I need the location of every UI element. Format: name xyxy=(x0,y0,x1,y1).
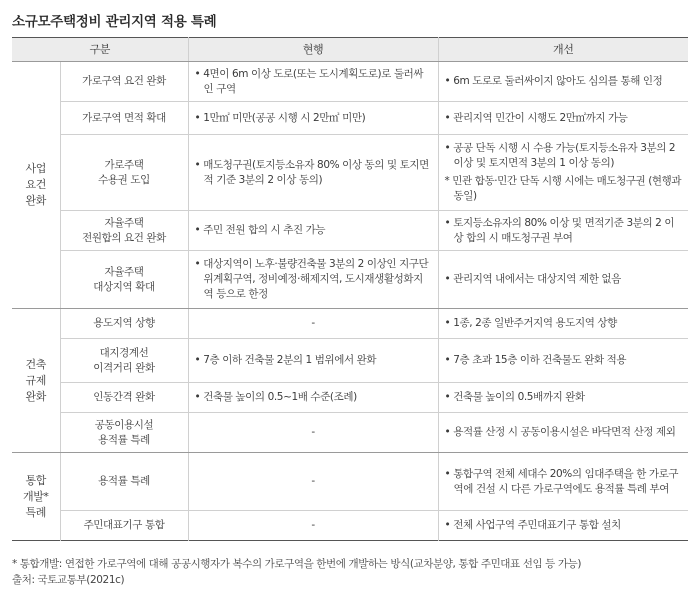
improved-cell: • 6m 도로로 둘러싸이지 않아도 심의를 통해 인정 xyxy=(444,75,663,87)
footnote-text: * 통합개발: 연접한 가로구역에 대해 공공시행자가 복수의 가로구역을 한번에 개발하는 방식(교차분양, 통합 주민대표 선임 등 가능) xyxy=(12,558,582,570)
footnote-block xyxy=(12,556,581,588)
table-row xyxy=(12,135,688,211)
group-label-integrated: 통합 개발* 특례 xyxy=(12,453,60,541)
table-row xyxy=(12,102,688,135)
improved-cell: • 건축물 높이의 0.5배까지 완화 xyxy=(444,391,585,403)
table-row xyxy=(12,251,688,309)
current-cell: • 7층 이하 건축물 2분의 1 범위에서 완화 xyxy=(194,354,377,366)
table-row xyxy=(12,383,688,413)
improved-cell: • 토지등소유자의 80% 이상 및 면적기준 3분의 2 이상 합의 시 매도청구권 부여 xyxy=(444,216,675,244)
current-cell: • 대상지역이 노후·불량건축물 3분의 2 이상인 지구단위계획구역, 정비예정·해제지역, 도시재생활성화지역 등으로 한정 xyxy=(194,258,429,300)
row-subcategory: 가로구역 면적 확대 xyxy=(60,102,188,135)
row-subcategory: 자율주택 전원합의 요건 완화 xyxy=(60,211,188,251)
current-cell: - xyxy=(188,453,438,511)
table-header-row xyxy=(12,38,688,62)
row-subcategory: 대지경계선 이격거리 완화 xyxy=(60,339,188,383)
table-row xyxy=(12,62,688,102)
current-cell: - xyxy=(188,309,438,339)
improved-cell: • 공공 단독 시행 시 수용 가능(토지등소유자 3분의 2 이상 및 토지면적 3분의 1 이상 동의) xyxy=(444,142,676,169)
row-subcategory: 공동이용시설 용적률 특례 xyxy=(60,413,188,453)
row-subcategory: 가로주택 수용권 도입 xyxy=(60,135,188,211)
improved-cell: • 용적률 산정 시 공동이용시설은 바닥면적 산정 제외 xyxy=(444,426,676,438)
current-cell: • 주민 전원 합의 시 추진 가능 xyxy=(194,224,326,236)
table-row xyxy=(12,511,688,541)
table-row xyxy=(12,453,688,511)
current-cell: - xyxy=(188,511,438,541)
group-label-business: 사업 요건 완화 xyxy=(12,62,60,309)
row-subcategory: 주민대표기구 통합 xyxy=(60,511,188,541)
improved-cell: • 1종, 2종 일반주거지역 용도지역 상향 xyxy=(444,317,617,329)
improved-cell: • 관리지역 내에서는 대상지역 제한 없음 xyxy=(444,273,621,285)
improved-cell: • 전체 사업구역 주민대표기구 통합 설치 xyxy=(444,519,621,531)
table-row xyxy=(12,413,688,453)
header-category: 구분 xyxy=(12,38,188,62)
improved-cell: • 관리지역 민간이 시행도 2만㎡까지 가능 xyxy=(444,111,628,124)
table-row xyxy=(12,211,688,251)
current-cell: - xyxy=(188,413,438,453)
row-subcategory: 인동간격 완화 xyxy=(60,383,188,413)
source-text: 출처: 국토교통부(2021c) xyxy=(12,574,125,586)
page-title: 소규모주택정비 관리지역 적용 특례 xyxy=(12,14,217,30)
current-cell: • 매도청구권(토지등소유자 80% 이상 동의 및 토지면적 기준 3분의 2 이상 동의) xyxy=(194,158,429,186)
improved-note: * 민관 합동·민간 단독 시행 시에는 매도청구권 (현행과 동일) xyxy=(444,175,682,202)
table-row xyxy=(12,309,688,339)
row-subcategory: 용도지역 상향 xyxy=(60,309,188,339)
row-subcategory: 용적률 특례 xyxy=(60,453,188,511)
improved-cell: • 통합구역 전체 세대수 20%의 임대주택을 한 가로구역에 건설 시 다른 가로구역에도 용적률 특례 부여 xyxy=(444,467,679,495)
current-cell: • 4면이 6m 이상 도로(또는 도시계획도로)로 둘러싸인 구역 xyxy=(194,67,424,95)
current-cell: • 건축물 높이의 0.5~1배 수준(조례) xyxy=(194,391,357,403)
special-provisions-table xyxy=(12,37,688,541)
group-label-building: 건축 규제 완화 xyxy=(12,309,60,453)
row-subcategory: 자율주택 대상지역 확대 xyxy=(60,251,188,309)
improved-cell: • 7층 초과 15층 이하 건축물도 완화 적용 xyxy=(444,354,627,366)
header-current: 현행 xyxy=(188,38,438,62)
current-cell: • 1만㎡ 미만(공공 시행 시 2만㎡ 미만) xyxy=(194,111,366,124)
header-improved: 개선 xyxy=(438,38,688,62)
table-row xyxy=(12,339,688,383)
row-subcategory: 가로구역 요건 완화 xyxy=(60,62,188,102)
